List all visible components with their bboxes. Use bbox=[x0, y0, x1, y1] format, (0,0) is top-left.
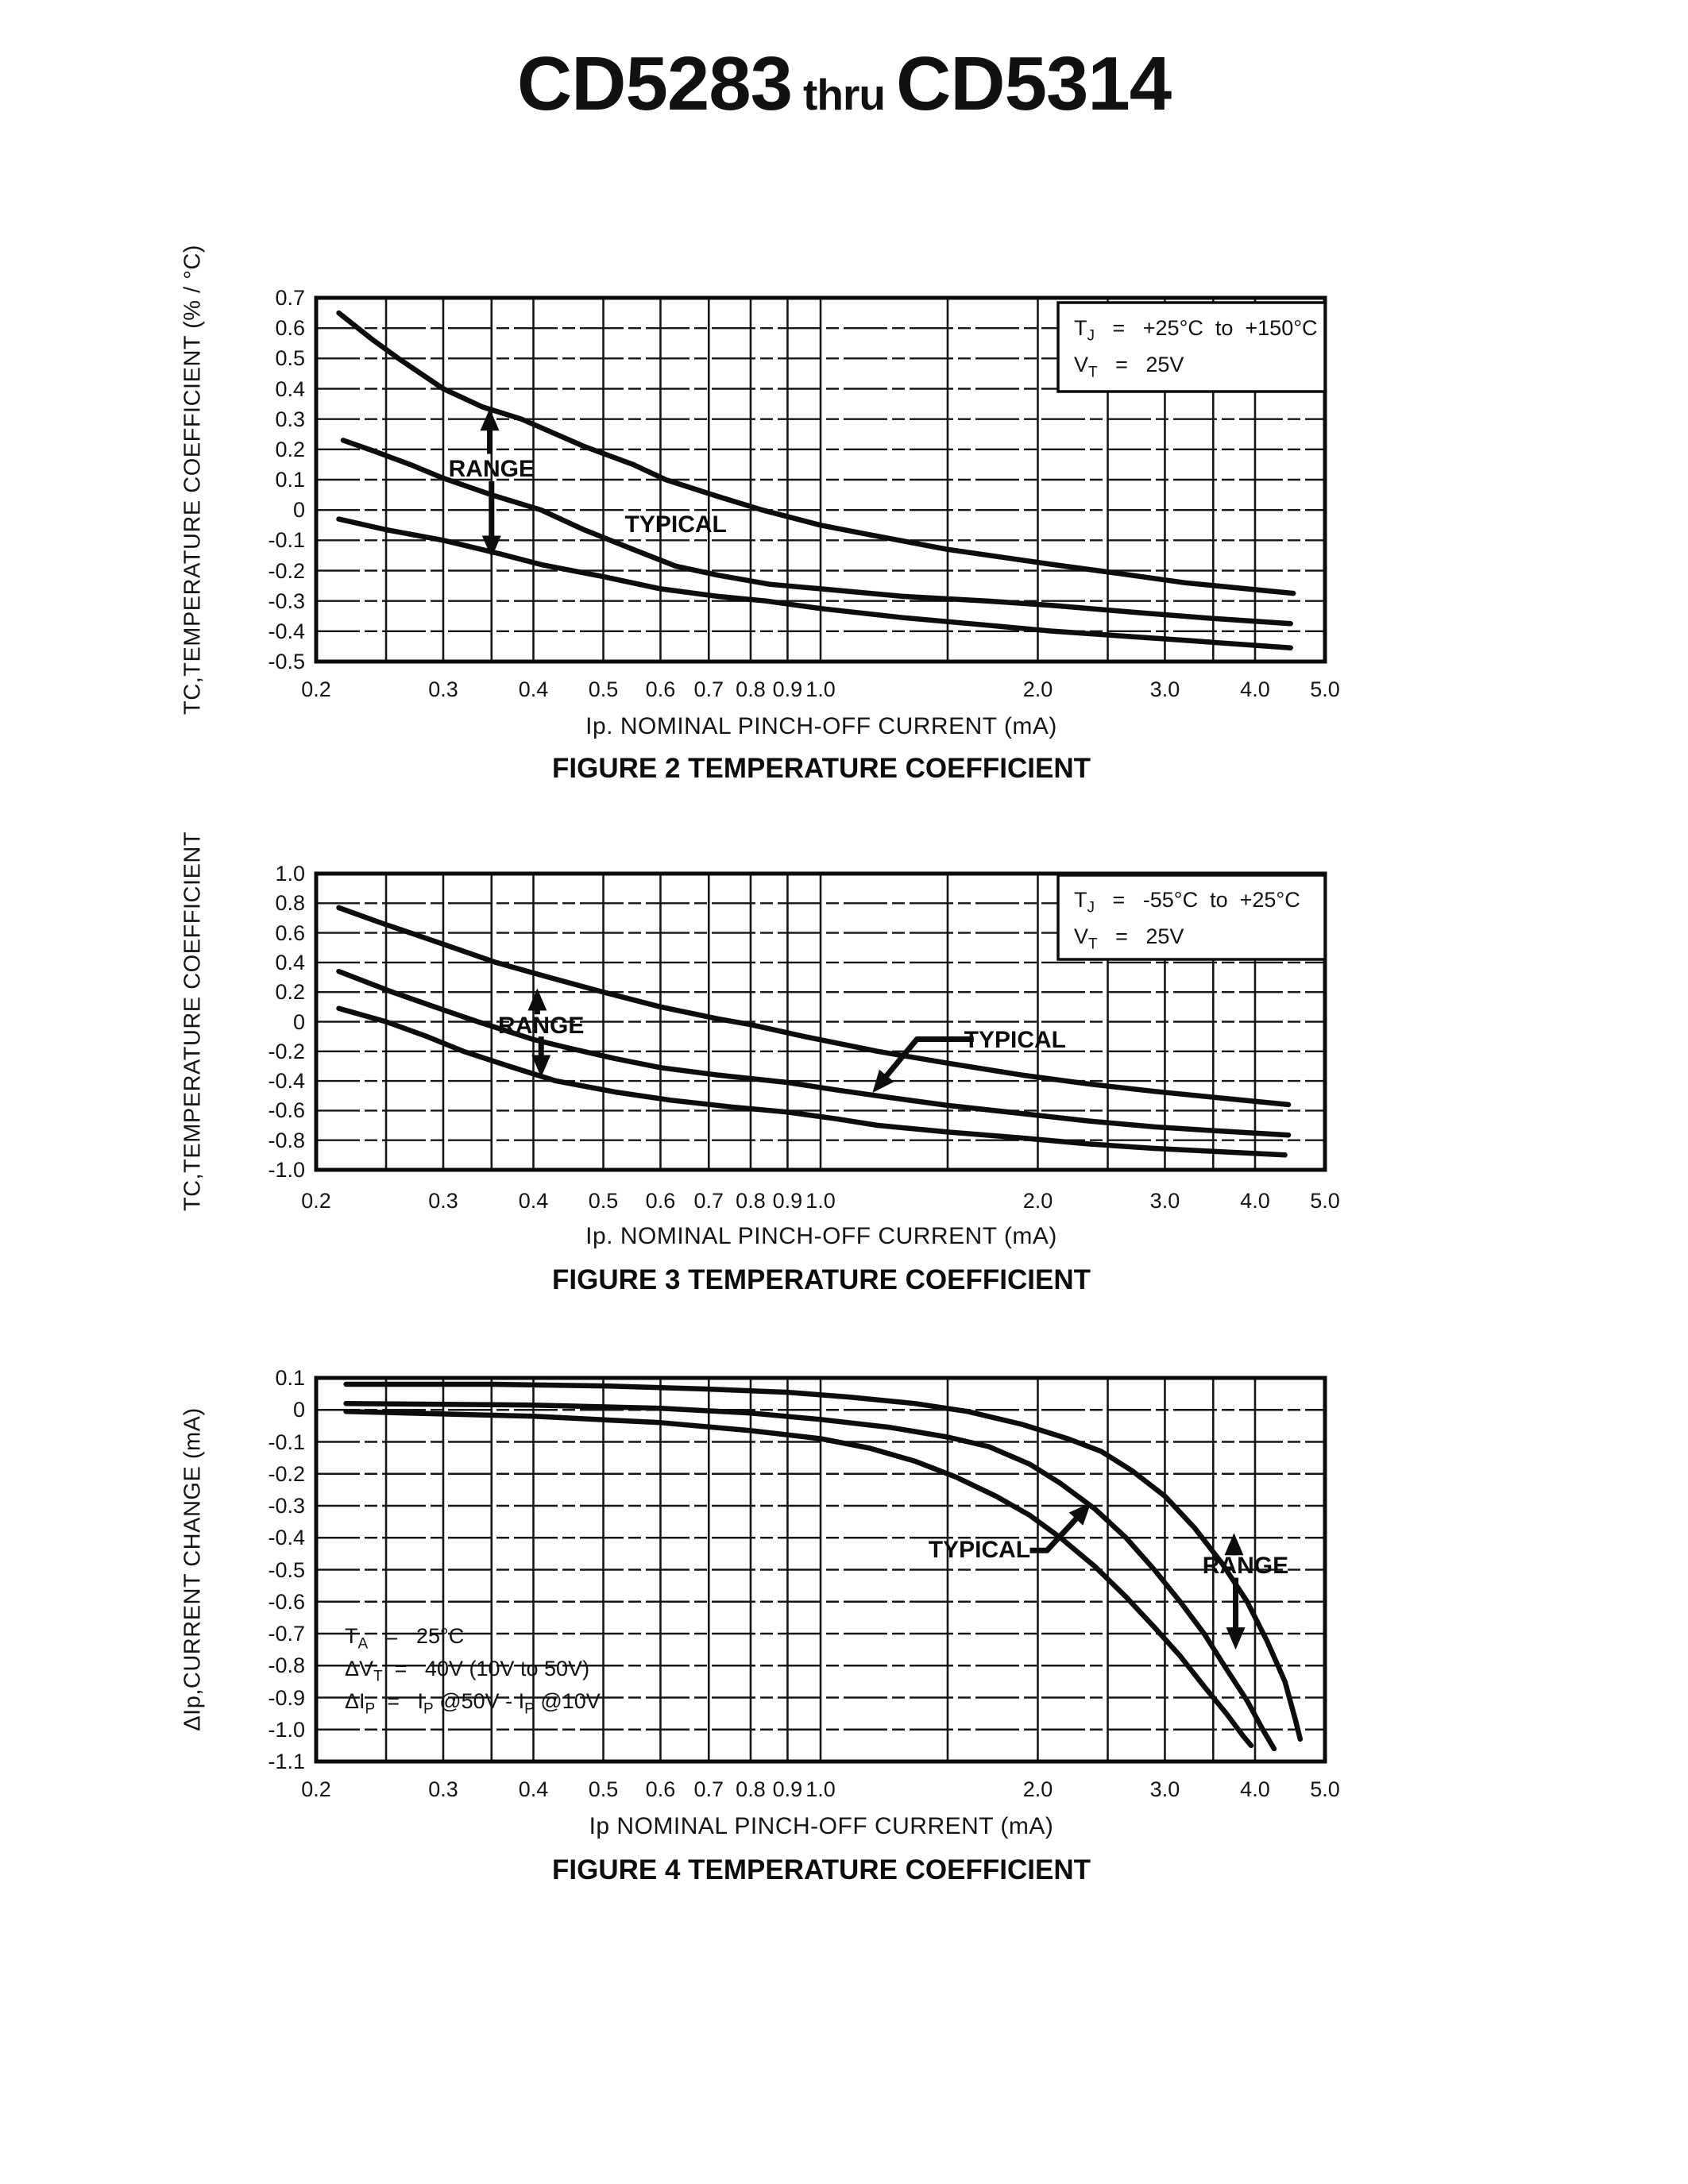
y-tick-label: -0.1 bbox=[268, 528, 305, 553]
subscript-text: J bbox=[1087, 899, 1095, 916]
test-conditions-line bbox=[1074, 353, 1184, 381]
x-tick-label: 0.6 bbox=[645, 677, 676, 701]
y-tick-label: 1.0 bbox=[275, 862, 305, 886]
x-tick-label: 5.0 bbox=[1310, 1189, 1340, 1213]
condition-text: ΔV bbox=[345, 1657, 374, 1680]
x-tick-label: 0.8 bbox=[736, 1189, 766, 1213]
fig3-caption: FIGURE 3 TEMPERATURE COEFFICIENT bbox=[552, 1264, 1091, 1295]
part-number-start: CD5283 bbox=[516, 41, 793, 126]
condition-text: = 25V bbox=[1097, 924, 1184, 948]
x-tick-label: 4.0 bbox=[1240, 677, 1270, 701]
range-annotation-label: RANGE bbox=[498, 1013, 585, 1040]
fig2-x-axis-title: Ip. NOMINAL PINCH-OFF CURRENT (mA) bbox=[585, 713, 1057, 739]
x-tick-label: 0.5 bbox=[588, 677, 619, 701]
test-conditions-line bbox=[1074, 316, 1318, 345]
y-tick-label: -1.0 bbox=[268, 1158, 305, 1182]
y-tick-label: 0 bbox=[292, 1009, 305, 1034]
x-tick-label: 4.0 bbox=[1240, 1189, 1270, 1213]
y-tick-label: -0.6 bbox=[268, 1589, 305, 1614]
condition-text: = 25°C bbox=[368, 1624, 465, 1648]
condition-text: = I bbox=[375, 1689, 424, 1713]
x-tick-label: 1.0 bbox=[805, 1189, 836, 1213]
condition-text: V bbox=[1074, 353, 1089, 376]
y-tick-label: 0.7 bbox=[275, 286, 305, 310]
y-tick-label: 0.3 bbox=[275, 407, 305, 431]
condition-text: T bbox=[1074, 888, 1087, 912]
fig3-y-axis-title: TC,TEMPERATURE COEFFICIENT bbox=[180, 831, 206, 1212]
y-tick-label: -0.3 bbox=[268, 588, 305, 613]
y-tick-label: 0.2 bbox=[275, 437, 305, 461]
y-tick-label: -0.6 bbox=[268, 1098, 305, 1123]
x-tick-label: 4.0 bbox=[1240, 1777, 1270, 1801]
y-tick-label: 0.6 bbox=[275, 316, 305, 341]
y-tick-label: 0 bbox=[292, 498, 305, 523]
condition-text: @50V - I bbox=[433, 1689, 525, 1713]
range-annotation-label: RANGE bbox=[448, 455, 535, 482]
subscript-text: A bbox=[357, 1635, 369, 1653]
condition-text: = 40V (10V to 50V) bbox=[382, 1657, 590, 1680]
y-tick-label: 0.8 bbox=[275, 891, 305, 916]
condition-text: = -55°C to +25°C bbox=[1095, 888, 1300, 912]
condition-text: @10V bbox=[534, 1689, 601, 1713]
condition-text: T bbox=[345, 1624, 358, 1648]
fig2-y-axis-title: TC,TEMPERATURE COEFFICIENT (% / °C) bbox=[180, 245, 206, 715]
test-conditions-line bbox=[345, 1657, 590, 1685]
subscript-text: T bbox=[1088, 364, 1098, 381]
range-arrow-down-head bbox=[1226, 1627, 1246, 1650]
x-tick-label: 0.5 bbox=[588, 1777, 619, 1801]
x-tick-label: 0.7 bbox=[693, 1189, 724, 1213]
subscript-text: P bbox=[423, 1700, 434, 1718]
y-tick-label: -0.4 bbox=[268, 1526, 305, 1550]
y-tick-label: -0.8 bbox=[268, 1653, 305, 1678]
x-tick-label: 2.0 bbox=[1022, 1777, 1053, 1801]
x-tick-label: 0.6 bbox=[645, 1777, 676, 1801]
x-tick-label: 0.3 bbox=[428, 1189, 458, 1213]
test-conditions-line bbox=[1074, 924, 1184, 953]
test-conditions-line bbox=[345, 1689, 601, 1718]
x-tick-label: 0.9 bbox=[772, 1777, 803, 1801]
y-tick-label: -0.9 bbox=[268, 1685, 305, 1710]
y-tick-label: 0.4 bbox=[275, 950, 305, 974]
condition-text: = +25°C to +150°C bbox=[1095, 316, 1318, 340]
y-tick-label: 0.6 bbox=[275, 920, 305, 945]
x-tick-label: 5.0 bbox=[1310, 1777, 1340, 1801]
range-arrow-up-head bbox=[1224, 1533, 1243, 1555]
x-tick-label: 3.0 bbox=[1149, 677, 1180, 701]
part-number-end: CD5314 bbox=[895, 41, 1172, 126]
fig2-caption: FIGURE 2 TEMPERATURE COEFFICIENT bbox=[552, 753, 1091, 784]
y-tick-label: -0.5 bbox=[268, 1557, 305, 1582]
x-tick-label: 0.2 bbox=[301, 1777, 331, 1801]
typical-annotation-label: TYPICAL bbox=[928, 1537, 1031, 1564]
y-tick-label: -0.5 bbox=[268, 650, 305, 673]
x-tick-label: 0.4 bbox=[518, 677, 549, 701]
y-tick-label: -0.4 bbox=[268, 1069, 305, 1094]
y-tick-label: 0 bbox=[292, 1398, 305, 1422]
x-tick-label: 1.0 bbox=[805, 1777, 836, 1801]
x-tick-label: 0.3 bbox=[428, 1777, 458, 1801]
subscript-text: P bbox=[524, 1700, 535, 1718]
subscript-text: T bbox=[373, 1668, 383, 1685]
y-tick-label: -1.1 bbox=[268, 1750, 305, 1773]
condition-text: V bbox=[1074, 924, 1089, 948]
x-tick-label: 0.4 bbox=[518, 1777, 549, 1801]
y-tick-label: -0.3 bbox=[268, 1494, 305, 1518]
x-tick-label: 5.0 bbox=[1310, 677, 1340, 701]
thru-text: thru bbox=[803, 70, 885, 119]
x-tick-label: 3.0 bbox=[1149, 1777, 1180, 1801]
y-tick-label: -0.1 bbox=[268, 1430, 305, 1454]
y-tick-label: -0.2 bbox=[268, 1461, 305, 1486]
x-tick-label: 0.8 bbox=[736, 1777, 766, 1801]
x-tick-label: 2.0 bbox=[1022, 677, 1053, 701]
fig4-y-axis-title: ΔIp,CURRENT CHANGE (mA) bbox=[180, 1407, 206, 1731]
y-tick-label: -0.2 bbox=[268, 558, 305, 583]
condition-text: = 25V bbox=[1097, 353, 1184, 376]
typical-annotation-label: TYPICAL bbox=[624, 511, 727, 538]
test-conditions-line bbox=[345, 1624, 465, 1653]
fig4-x-axis-title: Ip NOMINAL PINCH-OFF CURRENT (mA) bbox=[589, 1813, 1054, 1839]
y-tick-label: 0.5 bbox=[275, 346, 305, 371]
y-tick-label: -1.0 bbox=[268, 1717, 305, 1742]
range-annotation-label: RANGE bbox=[1202, 1553, 1289, 1580]
page-title bbox=[0, 41, 1688, 126]
x-tick-label: 0.7 bbox=[693, 1777, 724, 1801]
typical-annotation-label: TYPICAL bbox=[964, 1026, 1067, 1053]
subscript-text: J bbox=[1087, 327, 1095, 345]
subscript-text: P bbox=[365, 1700, 376, 1718]
x-tick-label: 0.9 bbox=[772, 1189, 803, 1213]
condition-text: T bbox=[1074, 316, 1087, 340]
x-tick-label: 0.6 bbox=[645, 1189, 676, 1213]
x-tick-label: 0.3 bbox=[428, 677, 458, 701]
fig3-x-axis-title: Ip. NOMINAL PINCH-OFF CURRENT (mA) bbox=[585, 1223, 1057, 1249]
x-tick-label: 1.0 bbox=[805, 677, 836, 701]
y-tick-label: 0.2 bbox=[275, 980, 305, 1005]
y-tick-label: 0.1 bbox=[275, 1366, 305, 1390]
x-tick-label: 0.5 bbox=[588, 1189, 619, 1213]
y-tick-label: 0.4 bbox=[275, 376, 305, 401]
curve-minimum bbox=[339, 519, 1291, 648]
subscript-text: T bbox=[1088, 936, 1098, 953]
y-tick-label: -0.7 bbox=[268, 1622, 305, 1646]
x-tick-label: 0.2 bbox=[301, 677, 331, 701]
y-tick-label: -0.4 bbox=[268, 619, 305, 643]
test-conditions-line bbox=[1074, 888, 1300, 916]
y-tick-label: -0.2 bbox=[268, 1039, 305, 1063]
x-tick-label: 2.0 bbox=[1022, 1189, 1053, 1213]
fig4-caption: FIGURE 4 TEMPERATURE COEFFICIENT bbox=[552, 1854, 1091, 1885]
x-tick-label: 0.7 bbox=[693, 677, 724, 701]
x-tick-label: 0.2 bbox=[301, 1189, 331, 1213]
x-tick-label: 0.4 bbox=[518, 1189, 549, 1213]
y-tick-label: 0.1 bbox=[275, 468, 305, 492]
condition-text: ΔI bbox=[345, 1689, 365, 1713]
x-tick-label: 3.0 bbox=[1149, 1189, 1180, 1213]
x-tick-label: 0.8 bbox=[736, 677, 766, 701]
y-tick-label: -0.8 bbox=[268, 1128, 305, 1152]
x-tick-label: 0.9 bbox=[772, 677, 803, 701]
